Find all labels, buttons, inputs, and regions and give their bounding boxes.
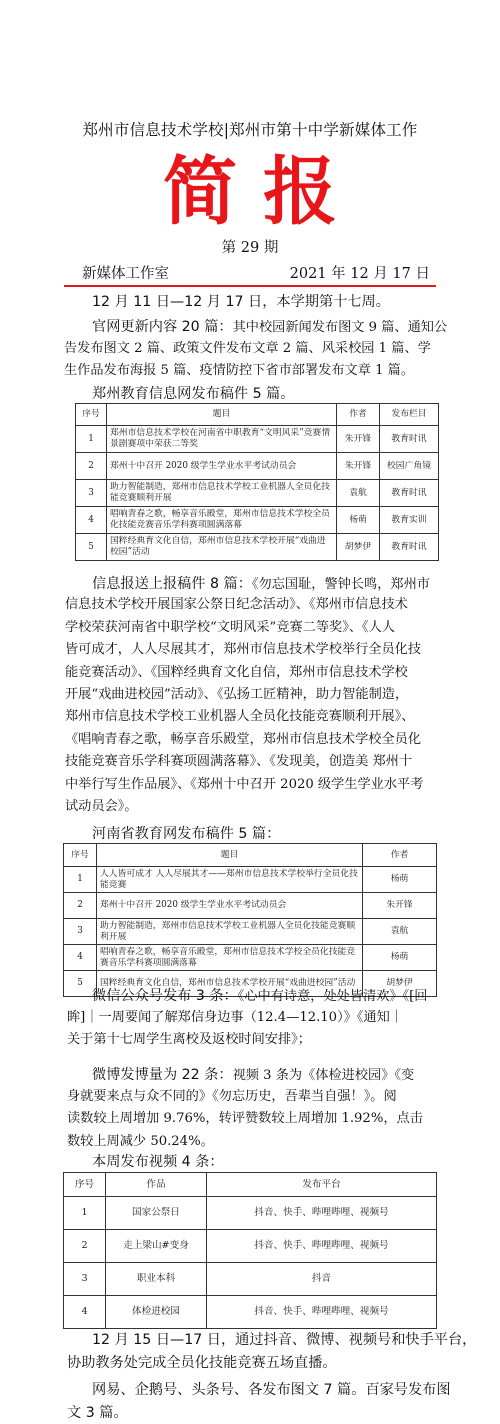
row-author: 朱开锋: [363, 893, 437, 919]
report-line: 《勿忘国耻，警钟长鸣，郑州市: [251, 577, 430, 592]
henan-edu-heading: 河南省教育网发布稿件 5 篇：: [92, 826, 281, 842]
row-title: 国粹经典育文化自信，郑州市信息技术学校开展“戏曲进校园”活动: [107, 534, 337, 561]
row-number: 4: [64, 1296, 106, 1329]
row-title: 郑州市信息技术学校在河南省中职教育“文明风采”竞赛情景剧赛项中荣获二等奖: [107, 426, 337, 453]
report-line: 开展“戏曲进校园”活动》、《弘扬工匠精神，助力智能制造，: [65, 686, 409, 702]
report-line: 《唱响青春之歌，畅享音乐殿堂，郑州市信息技术学校全员化: [65, 731, 422, 747]
others-line: 文 3 篇。: [67, 1404, 128, 1421]
report-lead: 信息报送上报稿件 8 篇：: [92, 576, 252, 592]
report-line: 能竞赛活动》、《国粹经典育文化自信，郑州市信息技术学校: [65, 664, 408, 680]
issue-date: 2021 年 12 月 17 日: [289, 266, 430, 282]
row-title: 郑州十中召开 2020 级学生学业水平考试动员会: [107, 453, 337, 480]
report-line: 试动员会》。: [65, 798, 138, 814]
header-cell: 序号: [64, 844, 97, 867]
row-title: 助力智能制造，郑州市信息技术学校工业机器人全员化技能竞赛顺利开展: [107, 480, 337, 507]
row-number: 2: [76, 453, 107, 480]
row-author: 袁航: [337, 480, 380, 507]
header-divider: [64, 285, 436, 287]
row-author: 杨萌: [337, 507, 380, 534]
office-name: 新媒体工作室: [82, 266, 169, 282]
wechat-lead: 微信公众号发布 3 条：: [92, 988, 238, 1004]
row-column: 校园广角镜: [380, 453, 439, 480]
wechat-line: 关于第十七周学生离校及返校时间安排》；: [67, 1032, 311, 1048]
wechat-section: [67, 984, 437, 1052]
row-number: 3: [64, 1263, 106, 1296]
weibo-line: 数较上周减少 50.24%。: [67, 1133, 214, 1149]
row-column: 教育时讯: [380, 534, 439, 561]
table-header-row: [64, 844, 437, 867]
weibo-section: [67, 1063, 437, 1153]
table-row: [64, 1296, 437, 1329]
report-section: [65, 572, 448, 818]
website-line: 告发布图文 2 篇、政策文件发布文章 2 篇、风采校园 1 篇、学: [64, 340, 431, 356]
wechat-line: 《心中有诗意，处处皆清欢》《[回: [237, 989, 428, 1004]
row-number: 4: [76, 507, 107, 534]
live-section: [67, 1329, 477, 1374]
website-line: 其中校园新闻发布图文 9 篇、通知公: [232, 320, 448, 335]
table-row: [64, 1230, 437, 1263]
zz-edu-heading: 郑州教育信息网发布稿件 5 篇。: [92, 386, 295, 402]
video-table: [63, 1172, 437, 1329]
header-cell: 题目: [107, 404, 337, 426]
table-header-row: [64, 1173, 437, 1197]
wechat-line: 眸]｜一周要闻了解郑信身边事（12.4—12.10）》《通知｜: [67, 1009, 403, 1025]
weibo-line: 身就要来点与众不同的》《勿忘历史，吾辈当自强！》。阅: [67, 1088, 397, 1104]
row-title: 国粹经典育文化自信，郑州市信息技术学校开展“戏曲进校园”活动: [97, 971, 363, 997]
report-line: 中举行写生作品展》、《郑州十中召开 2020 级学生学业水平考: [65, 776, 424, 792]
header-cell: 题目: [97, 844, 363, 867]
row-author: 袁航: [363, 919, 437, 945]
row-title: 唱响青春之歌，畅享音乐殿堂，郑州市信息技术学校全员化技能竞赛音乐学科赛项圆满落幕: [107, 507, 337, 534]
header-cell: 作者: [363, 844, 437, 867]
video-heading: 本周发布视频 4 条：: [92, 1154, 224, 1170]
row-number: 5: [76, 534, 107, 561]
issue-number: 第 29 期: [221, 240, 279, 256]
website-lead: 官网更新内容 20 篇：: [92, 319, 233, 335]
row-author: 朱开锋: [337, 453, 380, 480]
header-cell: 作者: [337, 404, 380, 426]
weibo-line: 读数较上周增加 9.76%，转评赞数较上周增加 1.92%，点击: [67, 1111, 423, 1127]
report-line: 学校荣获河南省中职学校“文明风采”竞赛二等奖》、《人人: [65, 619, 395, 635]
table-row: [64, 1263, 437, 1296]
table-row: [64, 1197, 437, 1230]
week-summary: 12 月 11 日—12 月 17 日，本学期第十七周。: [92, 294, 390, 310]
row-author: 杨萌: [363, 867, 437, 893]
table-row: [76, 453, 439, 480]
website-section: [64, 315, 448, 383]
others-line: 网易、企鹅号、头条号、各发布图文 7 篇。百家号发布图: [92, 1382, 451, 1398]
henan-edu-table: [63, 843, 437, 997]
header-cell: 序号: [76, 404, 107, 426]
row-author: 杨萌: [363, 945, 437, 971]
row-column: 教育实训: [380, 507, 439, 534]
row-author: 胡梦伊: [337, 534, 380, 561]
report-line: 信息技术学校开展国家公祭日纪念活动》、《郑州市信息技术: [65, 597, 408, 613]
report-line: 技能竞赛音乐学科赛项圆满落幕》、《发现美，创造美 郑州十: [65, 754, 413, 770]
row-number: 4: [64, 945, 97, 971]
table-row: [64, 945, 437, 971]
row-title: 唱响青春之歌，畅享音乐殿堂，郑州市信息技术学校全员化技能竞赛音乐学科赛项圆满落幕: [97, 945, 363, 971]
row-work: 走上梁山#变身: [106, 1230, 207, 1263]
row-number: 2: [64, 1230, 106, 1263]
table-row: [76, 480, 439, 507]
row-platform: 抖音、快手、哔哩哔哩、视频号: [207, 1197, 437, 1230]
row-number: 1: [64, 1197, 106, 1230]
row-column: 教育时讯: [380, 480, 439, 507]
header-cell: 作品: [106, 1173, 207, 1197]
table-row: [64, 867, 437, 893]
row-number: 2: [64, 893, 97, 919]
live-line: 12 月 15 日—17 日，通过抖音、微博、视频号和快手平台，: [92, 1332, 477, 1348]
table-row: [64, 893, 437, 919]
row-number: 3: [76, 480, 107, 507]
row-work: 职业本科: [106, 1263, 207, 1296]
table-header-row: [76, 404, 439, 426]
bulletin-title: 简报: [163, 149, 363, 235]
table-row: [76, 507, 439, 534]
row-author: 朱开锋: [337, 426, 380, 453]
row-work: 国家公祭日: [106, 1197, 207, 1230]
row-title: 人人皆可成才 人人尽展其才——郑州市信息技术学校举行全员化技能竞赛: [97, 867, 363, 893]
table-row: [76, 426, 439, 453]
row-platform: 抖音、快手、哔哩哔哩、视频号: [207, 1230, 437, 1263]
report-line: 皆可成才，人人尽展其才，郑州市信息技术学校举行全员化技: [65, 642, 422, 658]
row-work: 体检进校园: [106, 1296, 207, 1329]
zz-edu-table: [75, 403, 439, 561]
row-number: 1: [76, 426, 107, 453]
row-platform: 抖音: [207, 1263, 437, 1296]
header-cell: 序号: [64, 1173, 106, 1197]
table-row: [64, 919, 437, 945]
header-cell: 发布平台: [207, 1173, 437, 1197]
weibo-line: 视频 3 条为《体检进校园》《变: [232, 1068, 415, 1083]
table-row: [76, 534, 439, 561]
website-line: 生作品发布海报 5 篇、疫情防控下省市部署发布文章 1 篇。: [64, 363, 415, 378]
row-platform: 抖音、快手、哔哩哔哩、视频号: [207, 1296, 437, 1329]
other-platforms-section: [67, 1379, 451, 1424]
row-title: 助力智能制造，郑州市信息技术学校工业机器人全员化技能竞赛顺利开展: [97, 919, 363, 945]
header-cell: 发布栏目: [380, 404, 439, 426]
weibo-lead: 微博发博量为 22 条：: [92, 1067, 233, 1083]
row-title: 郑州十中召开 2020 级学生学业水平考试动员会: [97, 893, 363, 919]
row-number: 1: [64, 867, 97, 893]
row-number: 5: [64, 971, 97, 997]
report-line: 郑州市信息技术学校工业机器人全员化技能竞赛顺利开展》、: [65, 709, 415, 725]
row-author: 胡梦伊: [363, 971, 437, 997]
row-column: 教育时讯: [380, 426, 439, 453]
org-title: 郑州市信息技术学校|郑州市第十中学新媒体工作: [82, 121, 418, 139]
live-line: 协助教务处完成全员化技能竞赛五场直播。: [67, 1354, 337, 1371]
row-number: 3: [64, 919, 97, 945]
